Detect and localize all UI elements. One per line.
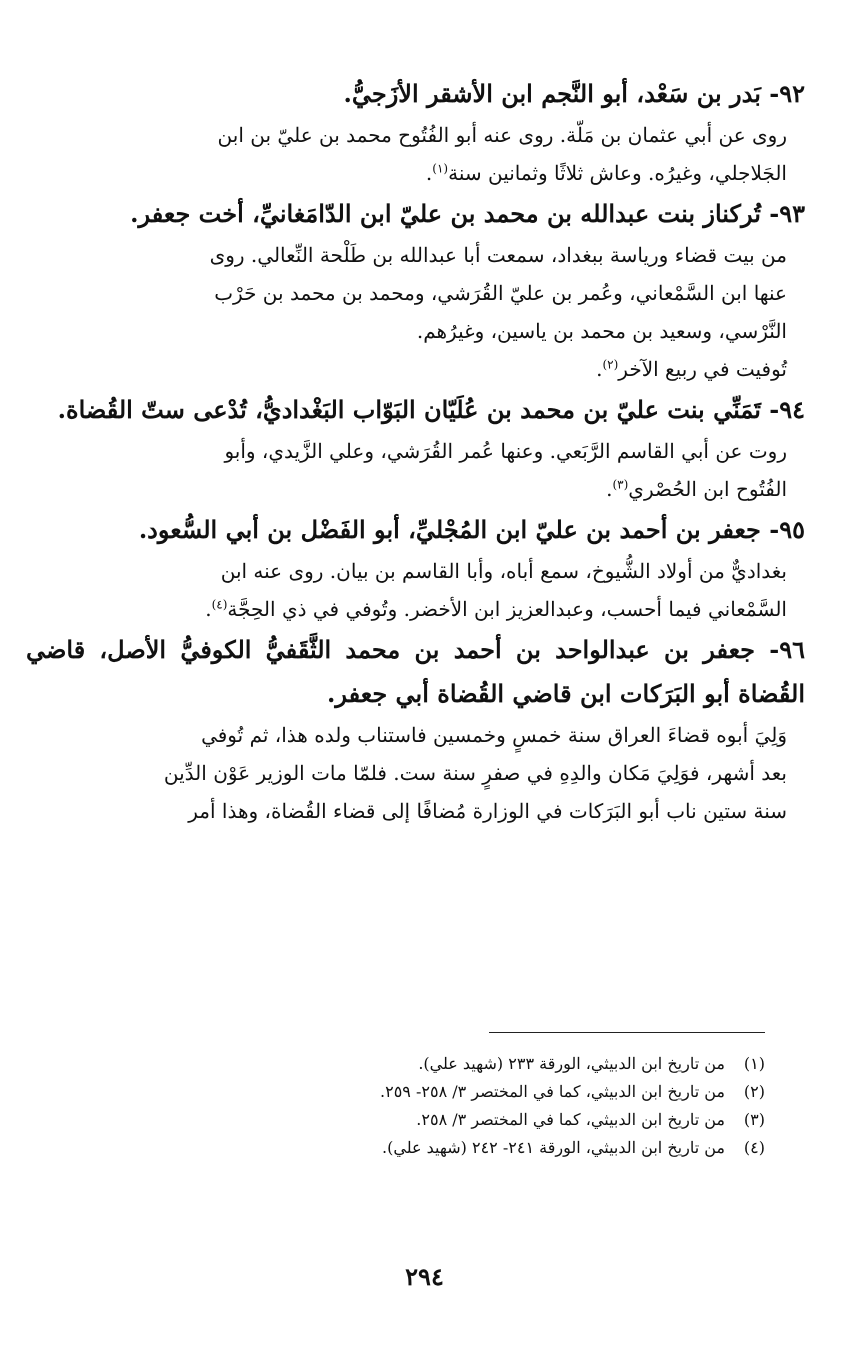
body-line-text: الجَلاجلي، وغيرُه. وعاش ثلاثًا وثمانين سنة bbox=[448, 161, 787, 185]
entry-body bbox=[26, 552, 805, 628]
footnote-number: (٣) bbox=[743, 1110, 765, 1129]
entry-heading: ٩٣- تُركناز بنت عبدالله بن محمد بن عليّ ابن الدّامَغانيِّ، أخت جعفر. bbox=[130, 199, 805, 228]
footnote bbox=[120, 1078, 765, 1106]
footnote-number: (٤) bbox=[743, 1138, 765, 1157]
body-line: عنها ابن السَّمْعاني، وعُمر بن عليّ القُرَشي، ومحمد بن محمد بن حَرْب bbox=[214, 281, 787, 305]
body-line: من بيت قضاء ورياسة ببغداد، سمعت أبا عبدالله بن طَلْحة النِّعالي. روى bbox=[209, 243, 787, 267]
body-line: الفُتُوح ابن الحُصْري$^{(٣)}$. bbox=[606, 477, 787, 501]
footnote-reference[interactable]: (١) bbox=[432, 161, 449, 176]
footnote-text: من تاريخ ابن الدبيثي، كما في المختصر ٣/ ٢٥٨- ٢٥٩. bbox=[380, 1082, 725, 1101]
entry-body bbox=[26, 432, 805, 508]
biography-entries bbox=[26, 72, 805, 830]
body-line: بعد أشهر، فوَلِيَ مَكان والدِهِ في صفرٍ سنة ست. فلمّا مات الوزير عَوْن الدِّين bbox=[163, 761, 787, 785]
entry-body bbox=[26, 116, 805, 192]
entry-93 bbox=[26, 192, 805, 388]
body-line-text: السَّمْعاني فيما أحسب، وعبدالعزيز ابن الأخضر. وتُوفي في ذي الحِجَّة bbox=[227, 597, 787, 621]
footnote bbox=[120, 1050, 765, 1078]
body-line-text: تُوفيت في ربيع الآخر bbox=[618, 357, 787, 381]
footnote-text: من تاريخ ابن الدبيثي، كما في المختصر ٣/ ٢٥٨. bbox=[416, 1110, 725, 1129]
entry-96 bbox=[26, 628, 805, 830]
entry-body bbox=[26, 716, 805, 830]
body-line: روت عن أبي القاسم الرَّبَعي. وعنها عُمر القُرَشي، وعلي الزَّيدي، وأبو bbox=[224, 439, 787, 463]
footnote-separator bbox=[489, 1032, 765, 1033]
footnote-reference[interactable]: (٤) bbox=[211, 597, 228, 612]
entry-94 bbox=[26, 388, 805, 508]
footnote bbox=[120, 1134, 765, 1162]
body-line: سنة ستين ناب أبو البَرَكات في الوزارة مُضافًا إلى قضاء القُضاة، وهذا أمر bbox=[188, 799, 787, 823]
entry-heading: ٩٤- تَمَنِّي بنت عليّ بن محمد بن عُلَيّان البَوّاب البَغْداديُّ، تُدْعى ستّ القُضاة. bbox=[57, 395, 805, 424]
body-line: تُوفيت في ربيع الآخر$^{(٢)}$. bbox=[596, 357, 787, 381]
entry-body bbox=[26, 236, 805, 388]
footnote-number: (٢) bbox=[743, 1082, 765, 1101]
entry-heading: ٩٥- جعفر بن أحمد بن عليّ ابن المُجْليِّ، أبو الفَضْل بن أبي السُّعود. bbox=[138, 515, 805, 544]
entry-heading: ٩٦- جعفر بن عبدالواحد بن أحمد بن محمد الثَّقَفيُّ الكوفيُّ الأصل، قاضي القُضاة أبو البَرَكات ابن قاضي القُضاة أبي جعفر. bbox=[26, 635, 805, 708]
footnote-reference[interactable]: (٣) bbox=[612, 477, 629, 492]
body-line: السَّمْعاني فيما أحسب، وعبدالعزيز ابن الأخضر. وتُوفي في ذي الحِجَّة$^{(٤)}$. bbox=[205, 597, 787, 621]
footnote bbox=[120, 1106, 765, 1134]
body-line: بغداديٌّ من أولاد الشُّيوخ، سمع أباه، وأبا القاسم بن بيان. روى عنه ابن bbox=[220, 559, 787, 583]
footnote-number: (١) bbox=[743, 1054, 765, 1073]
footnote-reference[interactable]: (٢) bbox=[602, 357, 619, 372]
footnote-text: من تاريخ ابن الدبيثي، الورقة ٢٤١- ٢٤٢ (شهيد علي). bbox=[382, 1138, 725, 1157]
entry-95 bbox=[26, 508, 805, 628]
body-line-text: الفُتُوح ابن الحُصْري bbox=[628, 477, 787, 501]
page-number: ٢٩٤ bbox=[405, 1262, 444, 1291]
body-line: روى عن أبي عثمان بن مَلّة. روى عنه أبو الفُتُوح محمد بن عليّ بن ابن bbox=[217, 123, 787, 147]
body-line: الجَلاجلي، وغيرُه. وعاش ثلاثًا وثمانين سنة$^{(١)}$. bbox=[425, 161, 787, 185]
body-line: وَلِيَ أبوه قضاءَ العراق سنة خمسٍ وخمسين فاستناب ولده هذا، ثم تُوفي bbox=[201, 723, 787, 747]
footnotes bbox=[120, 1050, 765, 1162]
entry-92 bbox=[26, 72, 805, 192]
entry-heading: ٩٢- بَدر بن سَعْد، أبو النَّجم ابن الأشقر الأزَجيُّ. bbox=[343, 79, 805, 108]
footnote-text: من تاريخ ابن الدبيثي، الورقة ٢٣٣ (شهيد علي). bbox=[418, 1054, 725, 1073]
body-line: النَّرْسي، وسعيد بن محمد بن ياسين، وغيرُهم. bbox=[416, 319, 787, 343]
